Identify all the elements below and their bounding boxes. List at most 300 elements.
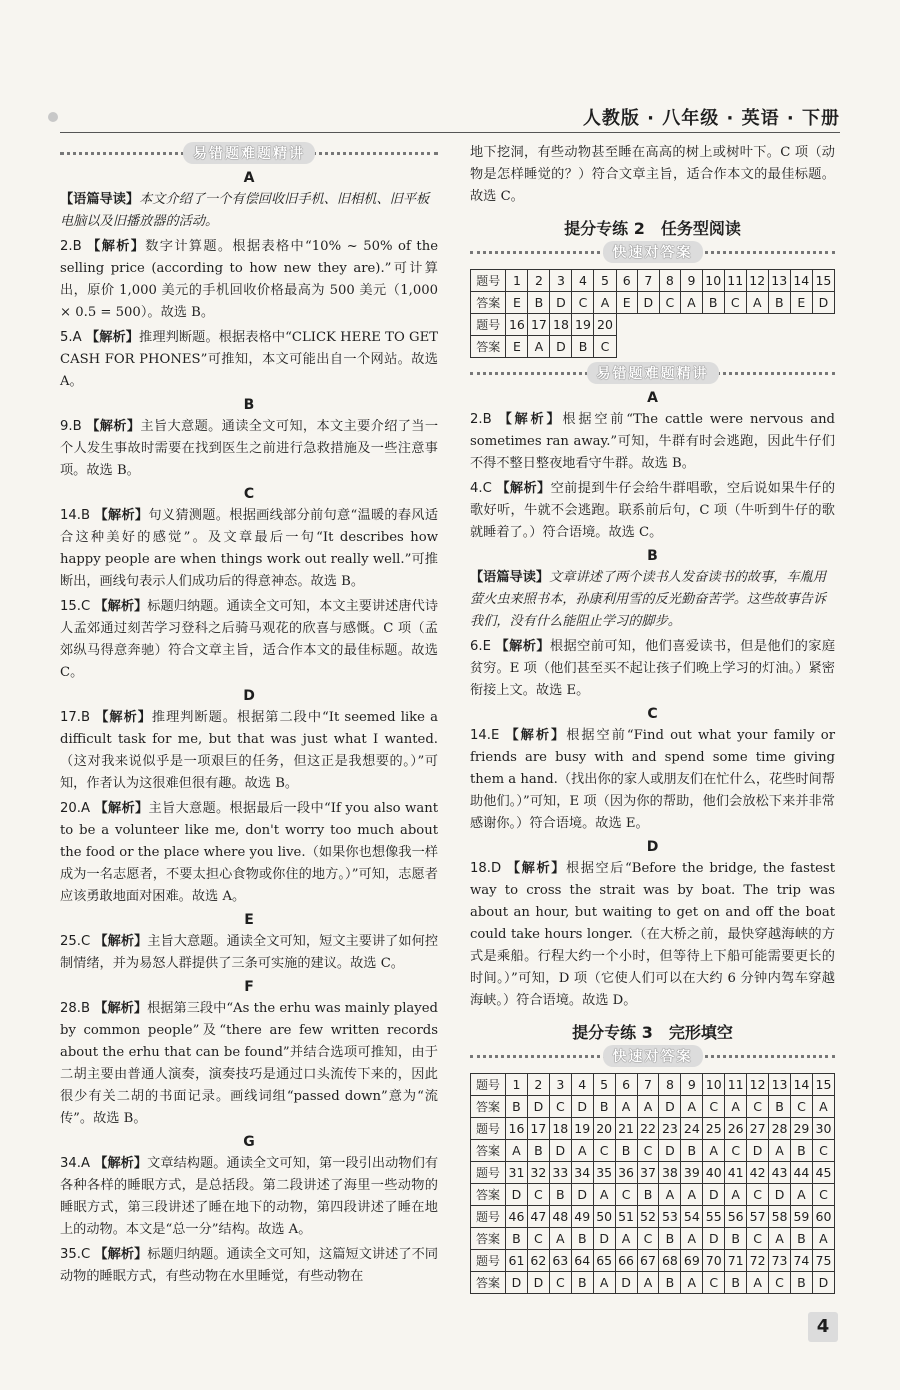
table-cell: 12 bbox=[746, 270, 768, 292]
guide-text: 本文介绍了一个有偿回收旧手机、旧相机、旧平板电脑以及旧播放器的活动。 bbox=[60, 192, 430, 229]
row-label: 题号 bbox=[471, 314, 506, 336]
table-cell: A bbox=[681, 1272, 703, 1294]
table-cell: B bbox=[506, 1096, 528, 1118]
table-cell: A bbox=[747, 1272, 769, 1294]
analysis-text: 根据空前“Find out what your family or friends are busy with and spend some time giving them a hand.（找出你的家人或朋友们在忙什么，花些时间帮助他们。）”可知，E 项（因为你的帮助，他们会放松下来并非常感谢你。）符合语境。故选 E。 bbox=[470, 728, 836, 831]
item-answer: B bbox=[72, 419, 87, 434]
table-cell: 2 bbox=[528, 270, 550, 292]
banner-quick-3: 快速对答案 bbox=[470, 1045, 835, 1067]
analysis-text: 标题归纳题。通读全文可知，这篇短文讲述了不同动物的睡眠方式，有些动物在水里睡觉，有些动物在 bbox=[60, 1247, 439, 1284]
table-cell: B bbox=[702, 292, 724, 314]
table-cell: 17 bbox=[527, 1118, 549, 1140]
row-label: 题号 bbox=[471, 1162, 506, 1184]
row-label: 题号 bbox=[471, 1206, 506, 1228]
table-cell: D bbox=[549, 1140, 571, 1162]
table-cell: 45 bbox=[812, 1162, 834, 1184]
table-cell: D bbox=[703, 1184, 725, 1206]
analysis-tag: 【解析】 bbox=[94, 801, 149, 816]
table-cell: 73 bbox=[769, 1250, 791, 1272]
item-number: 35. bbox=[60, 1247, 81, 1262]
table-cell: 56 bbox=[725, 1206, 747, 1228]
table-cell: 41 bbox=[725, 1162, 747, 1184]
table-cell: A bbox=[593, 1184, 615, 1206]
table-cell: D bbox=[638, 292, 660, 314]
table-cell: 71 bbox=[725, 1250, 747, 1272]
guide-text: 文章讲述了两个读书人发奋读书的故事，车胤用萤火虫来照书本，孙康利用雪的反光勤奋苦学。这些故事告诉我们，没有什么能阻止学习的脚步。 bbox=[470, 570, 827, 629]
table-cell: C bbox=[637, 1140, 659, 1162]
table-cell: 26 bbox=[725, 1118, 747, 1140]
table-cell: 66 bbox=[615, 1250, 637, 1272]
table-cell: 67 bbox=[637, 1250, 659, 1272]
table-cell: C bbox=[527, 1228, 549, 1250]
reading-guide bbox=[470, 567, 835, 633]
table-cell: B bbox=[506, 1228, 528, 1250]
analysis-text: 根据空前“The cattle were nervous and sometimes ran away.”可知，牛群有时会逃跑，因此牛仔们不得不整日整夜地看守牛群。故选 B。 bbox=[470, 412, 835, 471]
table-cell: 19 bbox=[572, 314, 594, 336]
analysis-tag: 【解析】 bbox=[86, 419, 141, 434]
table-cell: 25 bbox=[703, 1118, 725, 1140]
table-cell: 5 bbox=[593, 1074, 615, 1096]
table-cell: 48 bbox=[549, 1206, 571, 1228]
table-cell: 17 bbox=[528, 314, 550, 336]
row-label: 答案 bbox=[471, 336, 506, 358]
row-label: 答案 bbox=[471, 1272, 506, 1294]
analysis-text: 数字计算题。根据表格中“10% ~ 50% of the selling price (according to how new they are).”可计算出，原价 1,000 美元的手机回收价格最高为 500 美元（1,000 × 0.5 = 500）。故选 B。 bbox=[60, 239, 438, 320]
table-cell: C bbox=[790, 1096, 812, 1118]
table-cell: 28 bbox=[769, 1118, 791, 1140]
item-answer: B bbox=[482, 412, 499, 427]
page-number: 4 bbox=[808, 1312, 838, 1342]
table-cell: A bbox=[681, 1228, 703, 1250]
table-cell: 19 bbox=[571, 1118, 593, 1140]
table-cell: 5 bbox=[594, 270, 616, 292]
table-cell: D bbox=[593, 1228, 615, 1250]
answer-item bbox=[470, 858, 835, 1012]
table-cell: 16 bbox=[506, 1118, 528, 1140]
table-cell: 61 bbox=[506, 1250, 528, 1272]
table-cell: 34 bbox=[571, 1162, 593, 1184]
analysis-tag: 【解析】 bbox=[94, 934, 148, 949]
table-cell: 18 bbox=[549, 1118, 571, 1140]
analysis-text: 推理判断题。根据表格中“CLICK HERE TO GET CASH FOR PHONES”可推知，本文可能出自一个网站。故选 A。 bbox=[60, 330, 438, 389]
table-cell: C bbox=[812, 1184, 834, 1206]
item-answer: C bbox=[80, 599, 95, 614]
table-cell: C bbox=[593, 1140, 615, 1162]
table-cell: B bbox=[572, 336, 594, 358]
row-label: 答案 bbox=[471, 1140, 506, 1162]
table-cell: A bbox=[681, 292, 703, 314]
row-label: 题号 bbox=[471, 270, 506, 292]
table-row bbox=[471, 1272, 835, 1294]
table-cell: C bbox=[725, 1140, 747, 1162]
analysis-tag: 【解析】 bbox=[94, 599, 148, 614]
item-number: 4. bbox=[470, 481, 483, 496]
table-cell: 36 bbox=[615, 1162, 637, 1184]
item-number: 9. bbox=[60, 419, 73, 434]
section3-title: 提分专练 3 完形填空 bbox=[572, 1023, 733, 1042]
table-cell: A bbox=[615, 1096, 637, 1118]
table-row bbox=[471, 1162, 835, 1184]
table-cell: A bbox=[506, 1140, 528, 1162]
table-cell: 29 bbox=[790, 1118, 812, 1140]
answer-item bbox=[470, 725, 835, 835]
analysis-text: 主旨大意题。通读全文可知，短文主要讲了如何控制情绪，并为易怒人群提供了三条可实施的建议。故选 C。 bbox=[60, 934, 439, 971]
decor-dot bbox=[48, 112, 58, 122]
table-cell: 47 bbox=[527, 1206, 549, 1228]
table-cell: A bbox=[549, 1228, 571, 1250]
table-cell: D bbox=[659, 1096, 681, 1118]
table-cell: A bbox=[681, 1184, 703, 1206]
analysis-tag: 【解析】 bbox=[85, 330, 140, 345]
guide-tag: 【语篇导读】 bbox=[60, 192, 140, 207]
analysis-tag: 【解析】 bbox=[94, 1001, 148, 1016]
table-cell: B bbox=[768, 292, 790, 314]
table-cell: 16 bbox=[506, 314, 528, 336]
table-cell: C bbox=[747, 1184, 769, 1206]
left-sections bbox=[60, 170, 438, 1288]
table-cell: 75 bbox=[812, 1250, 834, 1272]
table-cell: 68 bbox=[659, 1250, 681, 1272]
analysis-text: 主旨大意题。通读全文可知，本文主要介绍了当一个人发生事故时需要在找到医生之前进行急救措施及一些注意事项。故选 B。 bbox=[60, 419, 439, 478]
table-cell: D bbox=[527, 1096, 549, 1118]
table-cell: 59 bbox=[790, 1206, 812, 1228]
right-column bbox=[470, 140, 835, 1298]
table-cell: C bbox=[747, 1096, 769, 1118]
table-cell: 8 bbox=[659, 1074, 681, 1096]
table-cell: 42 bbox=[747, 1162, 769, 1184]
table-cell: 58 bbox=[769, 1206, 791, 1228]
table-cell: A bbox=[725, 1096, 747, 1118]
answer-table-3 bbox=[470, 1073, 835, 1294]
table-cell: 20 bbox=[593, 1118, 615, 1140]
table-cell: A bbox=[571, 1140, 593, 1162]
table-cell: 32 bbox=[527, 1162, 549, 1184]
section-letter: E bbox=[244, 912, 254, 928]
answer-table-2 bbox=[470, 269, 835, 358]
table-row bbox=[471, 270, 835, 292]
table-cell: E bbox=[506, 292, 528, 314]
table-row bbox=[471, 1228, 835, 1250]
table-cell: C bbox=[572, 292, 594, 314]
row-label: 题号 bbox=[471, 1118, 506, 1140]
table-cell: 51 bbox=[615, 1206, 637, 1228]
table-cell: 30 bbox=[812, 1118, 834, 1140]
section-letter: A bbox=[647, 390, 658, 406]
table-cell: 64 bbox=[571, 1250, 593, 1272]
table-cell: 3 bbox=[549, 1074, 571, 1096]
table-row bbox=[471, 1206, 835, 1228]
analysis-tag: 【解析】 bbox=[506, 861, 566, 876]
item-answer: A bbox=[80, 1156, 95, 1171]
table-cell: 7 bbox=[638, 270, 660, 292]
analysis-text: 文章结构题。通读全文可知，第一段引出动物们有各种各样的睡眠方式，是总括段。第二段讲述了海里一些动物的睡眠方式，第三段讲述了睡在地下的动物，第四段讲述了睡在地上的动物。本文是“总一分”结构。故选 A。 bbox=[60, 1156, 439, 1237]
item-number: 14. bbox=[60, 508, 81, 523]
table-cell: A bbox=[659, 1184, 681, 1206]
table-cell: 4 bbox=[571, 1074, 593, 1096]
answer-item bbox=[60, 596, 438, 684]
table-cell: 9 bbox=[681, 1074, 703, 1096]
table-cell: 69 bbox=[681, 1250, 703, 1272]
table-cell: B bbox=[659, 1272, 681, 1294]
analysis-tag: 【解析】 bbox=[495, 639, 550, 654]
table-cell: B bbox=[527, 1140, 549, 1162]
table-cell: 49 bbox=[571, 1206, 593, 1228]
table-cell: 23 bbox=[659, 1118, 681, 1140]
item-answer: B bbox=[80, 710, 96, 725]
table-cell: C bbox=[747, 1228, 769, 1250]
answer-item bbox=[60, 798, 438, 908]
item-answer: B bbox=[80, 1001, 95, 1016]
row-label: 答案 bbox=[471, 292, 506, 314]
table-cell: C bbox=[549, 1096, 571, 1118]
table-cell: 18 bbox=[550, 314, 572, 336]
table-cell: 50 bbox=[593, 1206, 615, 1228]
table-cell: D bbox=[506, 1272, 528, 1294]
analysis-text: 主旨大意题。根据最后一段中“If you also want to be a volunteer like me, don't worry too much about the food or the place where you live.（如果你也想像我一样成为一名志愿者，不要太担心食物或你住的地方。）”可知，志愿者应该勇敢地面对困难。故选 A。 bbox=[60, 801, 439, 904]
answer-item bbox=[60, 236, 438, 324]
table-cell: 15 bbox=[812, 1074, 834, 1096]
table-cell: D bbox=[571, 1184, 593, 1206]
table-cell: D bbox=[769, 1184, 791, 1206]
table-cell: D bbox=[527, 1272, 549, 1294]
table-cell: B bbox=[769, 1096, 791, 1118]
item-answer: E bbox=[490, 728, 506, 743]
table-cell: 12 bbox=[747, 1074, 769, 1096]
analysis-text: 句义猜测题。根据画线部分前句意“温暖的春风适合这种美好的感觉”。及文章最后一句“It describes how happy people are when things work out really well.”可推断出，画线句表示人们成功后的得意神态。故选 B。 bbox=[60, 508, 439, 589]
section2-title: 提分专练 2 任务型阅读 bbox=[564, 219, 741, 238]
row-label: 答案 bbox=[471, 1228, 506, 1250]
table-cell: D bbox=[747, 1140, 769, 1162]
table-cell: 11 bbox=[724, 270, 746, 292]
table-cell: E bbox=[790, 292, 812, 314]
table-cell: C bbox=[703, 1272, 725, 1294]
table-cell: A bbox=[615, 1228, 637, 1250]
answer-item bbox=[60, 1244, 438, 1288]
table-cell: 40 bbox=[703, 1162, 725, 1184]
item-answer: D bbox=[490, 861, 507, 876]
table-cell: 8 bbox=[659, 270, 681, 292]
item-number: 17. bbox=[60, 710, 81, 725]
row-label: 题号 bbox=[471, 1250, 506, 1272]
table-cell: B bbox=[681, 1140, 703, 1162]
table-cell: 1 bbox=[506, 1074, 528, 1096]
answer-item bbox=[60, 998, 438, 1130]
answer-item bbox=[60, 707, 438, 795]
item-number: 2. bbox=[470, 412, 483, 427]
table-cell: C bbox=[549, 1272, 571, 1294]
answer-item bbox=[60, 931, 438, 975]
table-cell: B bbox=[571, 1272, 593, 1294]
table-cell: 46 bbox=[506, 1206, 528, 1228]
table-row bbox=[471, 1140, 835, 1162]
table-cell: A bbox=[594, 292, 616, 314]
table-cell: 63 bbox=[549, 1250, 571, 1272]
table-cell: B bbox=[659, 1228, 681, 1250]
section-letter: B bbox=[647, 548, 658, 564]
table-cell: A bbox=[593, 1272, 615, 1294]
table-cell: 31 bbox=[506, 1162, 528, 1184]
analysis-text: 空前提到牛仔会给牛群唱歌，空后说如果牛仔的歌好听，牛就不会逃跑。联系前后句，C 项（牛听到牛仔的歌就睡着了。）符合语境。故选 C。 bbox=[470, 481, 836, 540]
table-cell: 21 bbox=[615, 1118, 637, 1140]
section-letter: D bbox=[646, 839, 659, 855]
answer-item bbox=[60, 327, 438, 393]
section-letter: A bbox=[243, 170, 255, 186]
table-cell: A bbox=[528, 336, 550, 358]
table-cell: D bbox=[812, 292, 834, 314]
table-cell: A bbox=[769, 1228, 791, 1250]
analysis-tag: 【解析】 bbox=[505, 728, 567, 743]
item-number: 28. bbox=[60, 1001, 81, 1016]
table-cell: B bbox=[528, 292, 550, 314]
table-cell: E bbox=[616, 292, 638, 314]
item-answer: B bbox=[72, 239, 88, 254]
item-answer: C bbox=[482, 481, 497, 496]
analysis-tag: 【解析】 bbox=[87, 239, 146, 254]
table-cell: 39 bbox=[681, 1162, 703, 1184]
table-cell: B bbox=[637, 1184, 659, 1206]
table-cell: 70 bbox=[703, 1250, 725, 1272]
analysis-tag: 【解析】 bbox=[498, 412, 563, 427]
table-cell: 22 bbox=[637, 1118, 659, 1140]
guide-tag: 【语篇导读】 bbox=[470, 570, 550, 585]
table-cell: B bbox=[790, 1140, 812, 1162]
table-cell: A bbox=[637, 1272, 659, 1294]
table-cell: 38 bbox=[659, 1162, 681, 1184]
table-cell: 15 bbox=[812, 270, 834, 292]
item-number: 15. bbox=[60, 599, 81, 614]
table-cell: A bbox=[725, 1184, 747, 1206]
table-cell: 10 bbox=[703, 1074, 725, 1096]
table-cell: 44 bbox=[790, 1162, 812, 1184]
table-cell: B bbox=[593, 1096, 615, 1118]
table-cell: A bbox=[812, 1228, 834, 1250]
table-cell: B bbox=[615, 1140, 637, 1162]
right-sections bbox=[470, 390, 835, 1012]
section-letter: G bbox=[243, 1134, 255, 1150]
table-cell: C bbox=[594, 336, 616, 358]
table-cell: 33 bbox=[549, 1162, 571, 1184]
answer-item bbox=[60, 505, 438, 593]
answer-item bbox=[470, 478, 835, 544]
table-cell: A bbox=[681, 1096, 703, 1118]
table-row bbox=[471, 336, 835, 358]
table-cell: D bbox=[703, 1228, 725, 1250]
table-cell: 43 bbox=[769, 1162, 791, 1184]
table-cell: 4 bbox=[572, 270, 594, 292]
banner-quick-2: 快速对答案 bbox=[470, 241, 835, 263]
row-label: 答案 bbox=[471, 1096, 506, 1118]
table-cell: C bbox=[637, 1228, 659, 1250]
table-cell: 57 bbox=[747, 1206, 769, 1228]
table-cell: A bbox=[812, 1096, 834, 1118]
table-cell: D bbox=[812, 1272, 834, 1294]
section-letter: D bbox=[243, 688, 255, 704]
table-row bbox=[471, 1184, 835, 1206]
table-cell: D bbox=[506, 1184, 528, 1206]
analysis-tag: 【解析】 bbox=[94, 1247, 148, 1262]
section-letter: C bbox=[243, 486, 255, 502]
section-letter: F bbox=[244, 979, 254, 995]
table-cell: 6 bbox=[615, 1074, 637, 1096]
table-cell: 14 bbox=[790, 1074, 812, 1096]
answer-item bbox=[60, 1153, 438, 1241]
table-cell: 10 bbox=[702, 270, 724, 292]
table-cell: 35 bbox=[593, 1162, 615, 1184]
analysis-text: 根据空后“Before the bridge, the fastest way to cross the strait was by boat. The trip was about an hour, but waiting to get on and off the boat could take hours longer.（在大桥之前，最快穿越海峡的方式是乘船。行程大约一个小时，但等待上下船可能需要更长的时间。）”可知，D 项（它使人们可以在大约 6 分钟内驾车穿越海峡。）符合语境。故选 D。 bbox=[470, 861, 836, 1008]
analysis-text: 推理判断题。根据第二段中“It seemed like a difficult task for me, but that was just what I wanted.（这对我来说似乎是一项艰巨的任务，但这正是我想要的。）”可知，作者认为这很难但很有趣。故选 B。 bbox=[60, 710, 439, 791]
table-cell: A bbox=[637, 1096, 659, 1118]
section-letter: C bbox=[647, 706, 658, 722]
table-cell: B bbox=[790, 1272, 812, 1294]
table-cell: 72 bbox=[747, 1250, 769, 1272]
table-cell: 62 bbox=[527, 1250, 549, 1272]
header-rule bbox=[60, 132, 840, 133]
item-number: 2. bbox=[60, 239, 73, 254]
table-cell: D bbox=[615, 1272, 637, 1294]
table-cell: 54 bbox=[681, 1206, 703, 1228]
item-number: 34. bbox=[60, 1156, 81, 1171]
table-cell: 27 bbox=[747, 1118, 769, 1140]
item-answer: C bbox=[80, 1247, 95, 1262]
table-cell: 14 bbox=[790, 270, 812, 292]
item-number: 14. bbox=[470, 728, 491, 743]
table-cell: C bbox=[769, 1272, 791, 1294]
banner-errors: 易错题难题精讲 bbox=[60, 142, 438, 164]
answer-item bbox=[60, 416, 438, 482]
table-cell: A bbox=[746, 292, 768, 314]
table-cell: D bbox=[550, 292, 572, 314]
item-answer: C bbox=[80, 934, 95, 949]
table-cell: C bbox=[527, 1184, 549, 1206]
table-cell: B bbox=[790, 1228, 812, 1250]
row-label: 答案 bbox=[471, 1184, 506, 1206]
table-row bbox=[471, 1118, 835, 1140]
table-cell: 6 bbox=[616, 270, 638, 292]
table-cell: E bbox=[506, 336, 528, 358]
item-answer: A bbox=[72, 330, 86, 345]
item-number: 18. bbox=[470, 861, 491, 876]
table-cell: A bbox=[790, 1184, 812, 1206]
table-cell: 60 bbox=[812, 1206, 834, 1228]
row-label: 题号 bbox=[471, 1074, 506, 1096]
left-column bbox=[60, 140, 438, 1291]
table-cell: 53 bbox=[659, 1206, 681, 1228]
table-cell: B bbox=[549, 1184, 571, 1206]
table-row bbox=[471, 314, 835, 336]
table-cell: 9 bbox=[681, 270, 703, 292]
table-row bbox=[471, 1074, 835, 1096]
table-cell: 7 bbox=[637, 1074, 659, 1096]
item-answer: E bbox=[482, 639, 496, 654]
table-cell: A bbox=[769, 1140, 791, 1162]
table-cell: C bbox=[724, 292, 746, 314]
table-cell: B bbox=[571, 1228, 593, 1250]
item-number: 5. bbox=[60, 330, 73, 345]
item-answer: A bbox=[80, 801, 95, 816]
table-cell: 65 bbox=[593, 1250, 615, 1272]
table-cell: C bbox=[703, 1096, 725, 1118]
item-number: 25. bbox=[60, 934, 81, 949]
table-row bbox=[471, 292, 835, 314]
table-cell: 24 bbox=[681, 1118, 703, 1140]
item-number: 20. bbox=[60, 801, 81, 816]
table-cell: 2 bbox=[527, 1074, 549, 1096]
banner-errors-2: 易错题难题精讲 bbox=[470, 362, 835, 384]
table-cell: C bbox=[615, 1184, 637, 1206]
table-cell: 11 bbox=[725, 1074, 747, 1096]
table-cell: C bbox=[659, 292, 681, 314]
analysis-text: 根据空前可知，他们喜爱读书，但是他们的家庭贫穷。E 项（他们甚至买不起让孩子们晚上学习的灯油。）紧密衔接上文。故选 E。 bbox=[470, 639, 836, 698]
